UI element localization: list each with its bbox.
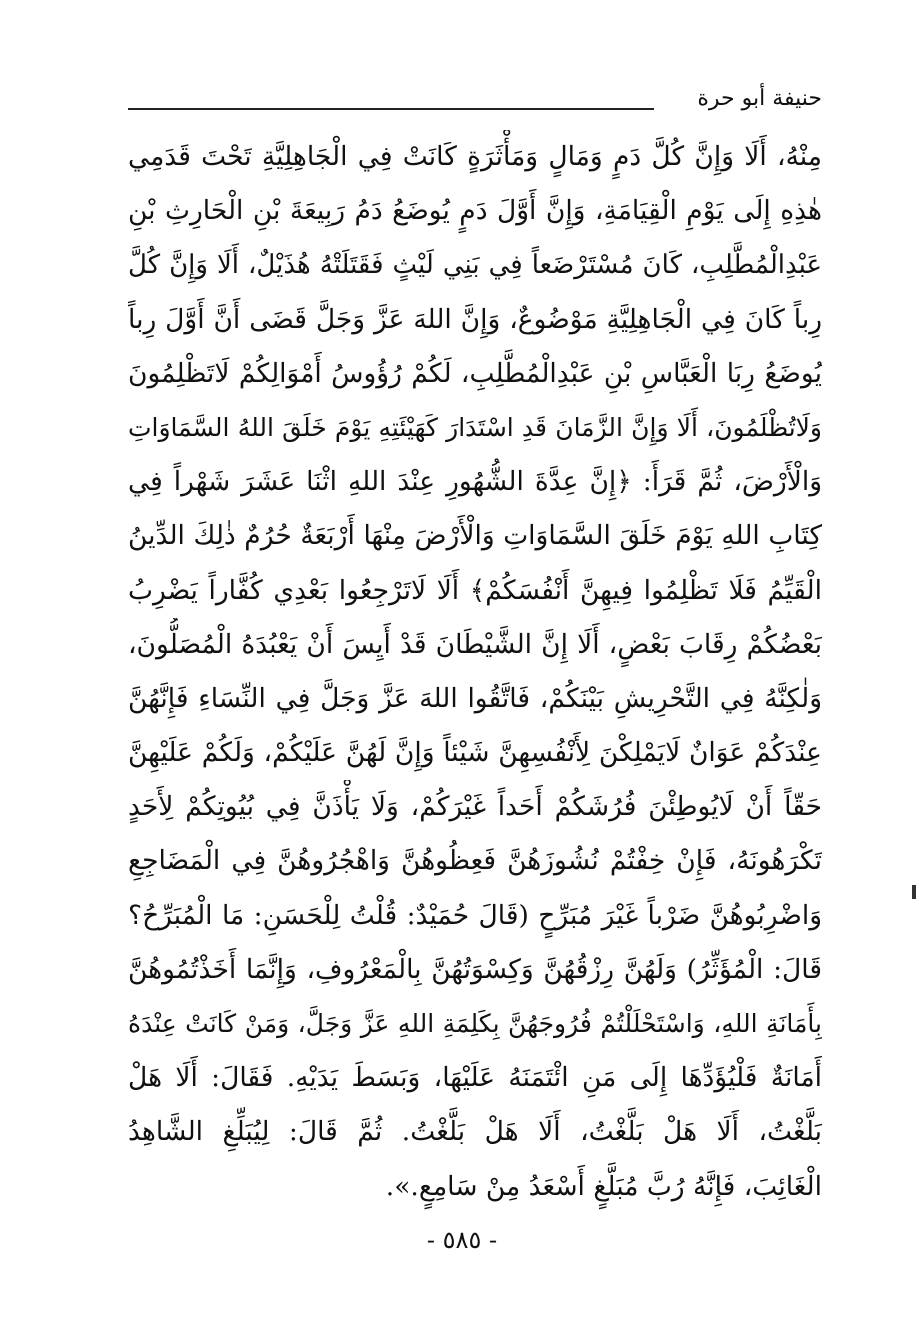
text-line: بَعْضُكُمْ رِقَابَ بَعْضٍ، أَلَا إِنَّ الشَّيْطَانَ قَدْ أَيِسَ أَنْ يَعْبُدَهُ الْمُصَلُّونَ، (128, 628, 822, 660)
text-line: تَكْرَهُونَهُ، فَإِنْ خِفْتُمْ نُشُوزَهُنَّ فَعِظُوهُنَّ وَاهْجُرُوهُنَّ فِي الْمَضَاجِعِ (128, 845, 822, 877)
text-line: وَالْأَرْضَ، ثُمَّ قَرَأَ: ﴿إِنَّ عِدَّةَ الشُّهُورِ عِنْدَ اللهِ اثْنَا عَشَرَ شَهْراً فِي (128, 466, 822, 498)
text-line: عَبْدِالْمُطَّلِبِ، كَانَ مُسْتَرْضَعاً فِي بَنِي لَيْثٍ فَقَتَلَتْهُ هُذَيْلٌ، أَلَا وَإِنَّ كُلَّ (128, 250, 822, 281)
text-line: أَمَانَةٌ فَلْيُؤَدِّهَا إِلَى مَنِ ائْتَمَنَهُ عَلَيْهَا، وَبَسَطَ يَدَيْهِ. فَقَالَ: أَلَا هَلْ (128, 1062, 822, 1094)
text-line: وَلَاتُظْلَمُونَ، أَلَا وَإِنَّ الزَّمَانَ قَدِ اسْتَدَارَ كَهَيْئَتِهِ يَوْمَ خَلَقَ اللهُ السَّمَاوَاتِ (128, 412, 822, 442)
body-text (128, 130, 822, 1214)
text-line: يُوضَعُ رِبَا الْعَبَّاسِ بْنِ عَبْدِالْمُطَّلِبِ، لَكُمْ رُؤُوسُ أَمْوَالِكُمْ لَاتَظْلِمُونَ (128, 357, 822, 389)
text-line: حَقّاً أَنْ لَايُوطِئْنَ فُرُشَكُمْ أَحَداً غَيْرَكُمْ، وَلَا يَأْذَنَّ فِي بُيُوتِكُمْ لِأَحَدٍ (128, 791, 822, 823)
running-title: حنيفة أبو حرة (697, 86, 822, 111)
text-line: قَالَ: الْمُؤَثِّرُ) وَلَهُنَّ رِزْقُهُنَّ وَكِسْوَتُهُنَّ بِالْمَعْرُوفِ، وَإِنَّمَا أَخَذْتُمُوهُنَّ (128, 953, 822, 985)
text-line-last: الْغَائِبَ، فَإِنَّهُ رُبَّ مُبَلَّغٍ أَسْعَدُ مِنْ سَامِعٍ.». (385, 1170, 822, 1202)
running-header (128, 82, 822, 122)
scan-speck (912, 885, 916, 899)
text-line: عِنْدَكُمْ عَوَانٌ لَايَمْلِكْنَ لِأَنْفُسِهِنَّ شَيْئاً وَإِنَّ لَهُنَّ عَلَيْكُمْ، وَلَكُمْ عَلَيْهِنَّ (128, 737, 822, 769)
text-line: بِأَمَانَةِ اللهِ، وَاسْتَحْلَلْتُمْ فُرُوجَهُنَّ بِكَلِمَةِ اللهِ عَزَّ وَجَلَّ، وَمَنْ كَانَتْ عِنْدَهُ (128, 1009, 822, 1038)
page-number: - ٥٨٥ - (426, 1226, 498, 1254)
text-line: وَلٰكِنَّهُ فِي التَّحْرِيشِ بَيْنَكُمْ، فَاتَّقُوا اللهَ عَزَّ وَجَلَّ فِي النِّسَاءِ فَإِنَّهُنَّ (128, 682, 822, 714)
text-line: مِنْهُ، أَلَا وَإِنَّ كُلَّ دَمٍ وَمَالٍ وَمَأْثَرَةٍ كَانَتْ فِي الْجَاهِلِيَّةِ تَحْتَ قَدَمِي (128, 141, 822, 172)
text-line: بَلَّغْتُ، أَلَا هَلْ بَلَّغْتُ، أَلَا هَلْ بَلَّغْتُ. ثُمَّ قَالَ: لِيُبَلِّغِ الشَّاهِدُ (128, 1116, 822, 1148)
text-line: كِتَابِ اللهِ يَوْمَ خَلَقَ السَّمَاوَاتِ وَالْأَرْضَ مِنْهَا أَرْبَعَةٌ حُرُمٌ ذٰلِكَ الدِّينُ (128, 520, 822, 552)
text-line: الْقَيِّمُ فَلَا تَظْلِمُوا فِيهِنَّ أَنْفُسَكُمْ﴾ أَلَا لَاتَرْجِعُوا بَعْدِي كُفَّاراً يَضْرِبُ (128, 574, 822, 606)
header-rule (128, 108, 654, 110)
text-line: وَاضْرِبُوهُنَّ ضَرْباً غَيْرَ مُبَرِّحٍ (قَالَ حُمَيْدٌ: قُلْتُ لِلْحَسَنِ: مَا الْمُبَرِّحُ؟ (128, 899, 822, 931)
text-line: رِباً كَانَ فِي الْجَاهِلِيَّةِ مَوْضُوعٌ، وَإِنَّ اللهَ عَزَّ وَجَلَّ قَضَى أَنَّ أَوَّلَ رِباً (128, 303, 822, 335)
text-line: هٰذِهِ إِلَى يَوْمِ الْقِيَامَةِ، وَإِنَّ أَوَّلَ دَمٍ يُوضَعُ دَمُ رَبِيعَةَ بْنِ الْحَارِثِ بْنِ (128, 195, 822, 227)
